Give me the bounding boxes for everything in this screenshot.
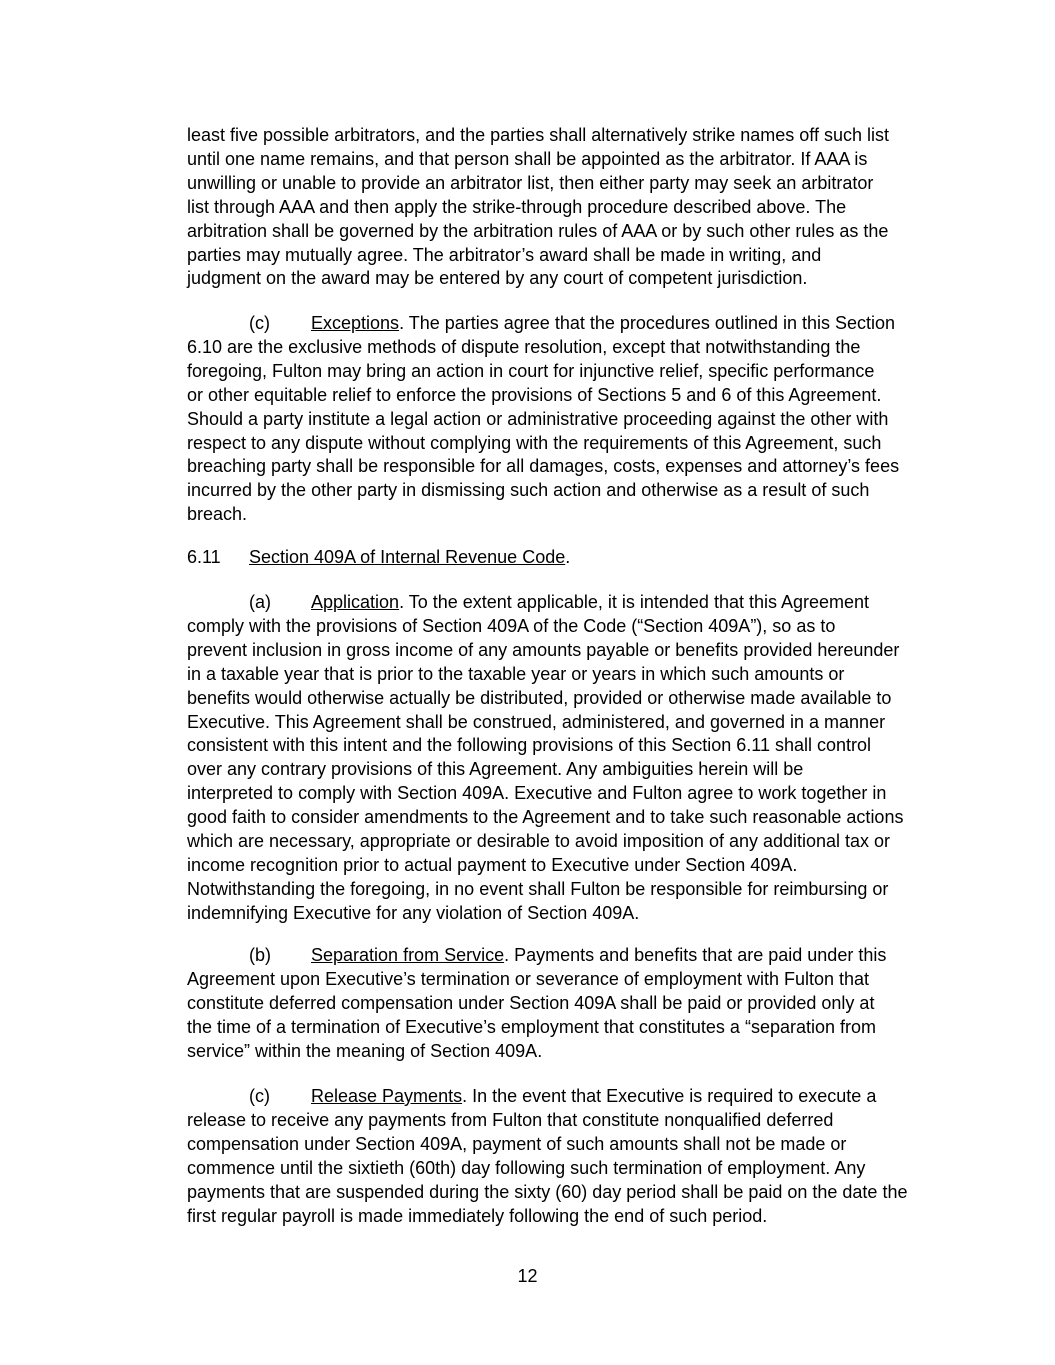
paragraph-line: judgment on the award may be entered by any court of competent jurisdiction. <box>187 268 808 289</box>
paragraph-line: arbitration shall be governed by the arbitration rules of AAA or by such other rules as the <box>187 220 889 241</box>
paragraph-line: good faith to consider amendments to the Agreement and to take such reasonable actions <box>187 807 904 828</box>
subsection-label: (a) <box>249 592 271 612</box>
paragraph-line: first regular payroll is made immediately following the end of such period. <box>187 1205 768 1226</box>
subsection-label: (c) <box>249 1086 270 1106</box>
paragraph-line: over any contrary provisions of this Agreement. Any ambiguities herein will be <box>187 759 804 780</box>
paragraph-line: in a taxable year that is prior to the taxable year or years in which such amounts or <box>187 663 845 684</box>
paragraph-text: . Payments and benefits that are paid under this <box>504 945 887 965</box>
paragraph-first-line <box>187 1085 935 1109</box>
paragraph-first-line <box>187 591 935 615</box>
separation-paragraph <box>187 944 935 1064</box>
paragraph-first-line <box>187 944 935 968</box>
paragraph-line: benefits would otherwise actually be distributed, provided or otherwise made available to <box>187 687 892 708</box>
paragraph-line: respect to any dispute without complying with the requirements of this Agreement, such <box>187 432 882 453</box>
paragraph-first-line <box>187 312 935 336</box>
subsection-label: (c) <box>249 313 270 333</box>
section-title-period: . <box>565 547 571 567</box>
section-title: Section 409A of Internal Revenue Code <box>249 547 566 567</box>
paragraph-line: the time of a termination of Executive’s employment that constitutes a “separation from <box>187 1016 877 1037</box>
paragraph-line: consistent with this intent and the following provisions of this Section 6.11 shall control <box>187 735 872 756</box>
paragraph-line: which are necessary, appropriate or desirable to avoid imposition of any additional tax or <box>187 831 891 852</box>
subsection-heading: Application <box>311 592 400 612</box>
arbitration-paragraph <box>187 124 935 291</box>
paragraph-line: service” within the meaning of Section 409A. <box>187 1040 543 1061</box>
application-paragraph <box>187 591 935 926</box>
paragraph-line: compensation under Section 409A, payment of such amounts shall not be made or <box>187 1133 847 1154</box>
paragraph-line: prevent inclusion in gross income of any amounts payable or benefits provided hereunder <box>187 639 900 660</box>
paragraph-line: Should a party institute a legal action or administrative proceeding against the other with <box>187 408 889 429</box>
paragraph-line: breach. <box>187 504 248 525</box>
paragraph-line: interpreted to comply with Section 409A. Executive and Fulton agree to work together in <box>187 783 887 804</box>
paragraph-line: breaching party shall be responsible for all damages, costs, expenses and attorney’s fees <box>187 456 900 477</box>
release-paragraph <box>187 1085 935 1228</box>
paragraph-line: list through AAA and then apply the strike-through procedure described above. The <box>187 196 847 217</box>
paragraph-line: comply with the provisions of Section 409A of the Code (“Section 409A”), so as to <box>187 615 836 636</box>
paragraph-line: income recognition prior to actual payment to Executive under Section 409A. <box>187 854 798 875</box>
paragraph-line: 6.10 are the exclusive methods of dispute resolution, except that notwithstanding the <box>187 336 861 357</box>
paragraph-text: . The parties agree that the procedures outlined in this Section <box>399 313 896 333</box>
paragraph-line: Agreement upon Executive’s termination or severance of employment with Fulton that <box>187 968 870 989</box>
paragraph-line: constitute deferred compensation under Section 409A shall be paid or provided only at <box>187 992 875 1013</box>
paragraph-line: payments that are suspended during the sixty (60) day period shall be paid on the date the <box>187 1181 908 1202</box>
exceptions-paragraph <box>187 312 935 527</box>
paragraph-line: release to receive any payments from Fulton that constitute nonqualified deferred <box>187 1109 834 1130</box>
paragraph-line: commence until the sixtieth (60th) day following such termination of employment. Any <box>187 1157 866 1178</box>
paragraph-line: unwilling or unable to provide an arbitrator list, then either party may seek an arbitrator <box>187 172 874 193</box>
section-number: 6.11 <box>187 547 221 567</box>
paragraph-line: parties may mutually agree. The arbitrator’s award shall be made in writing, and <box>187 244 822 265</box>
paragraph-line: foregoing, Fulton may bring an action in court for injunctive relief, specific performance <box>187 360 875 381</box>
paragraph-text: . To the extent applicable, it is intended that this Agreement <box>399 592 870 612</box>
paragraph-line: Notwithstanding the foregoing, in no event shall Fulton be responsible for reimbursing or <box>187 878 889 899</box>
subsection-heading: Separation from Service <box>311 945 505 965</box>
paragraph-line: Executive. This Agreement shall be construed, administered, and governed in a manner <box>187 711 886 732</box>
subsection-heading: Release Payments <box>311 1086 463 1106</box>
paragraph-text: . In the event that Executive is required to execute a <box>462 1086 877 1106</box>
subsection-label: (b) <box>249 945 271 965</box>
paragraph-line: incurred by the other party in dismissing such action and otherwise as a result of such <box>187 480 870 501</box>
paragraph-line: indemnifying Executive for any violation of Section 409A. <box>187 902 640 923</box>
paragraph-line: least five possible arbitrators, and the parties shall alternatively strike names off such list <box>187 125 889 145</box>
paragraph-line: or other equitable relief to enforce the provisions of Sections 5 and 6 of this Agreement. <box>187 384 882 405</box>
subsection-heading: Exceptions <box>311 313 400 333</box>
paragraph-line: until one name remains, and that person shall be appointed as the arbitrator. If AAA is <box>187 148 868 169</box>
section-heading <box>187 546 935 570</box>
page-number: 12 <box>517 1266 538 1286</box>
